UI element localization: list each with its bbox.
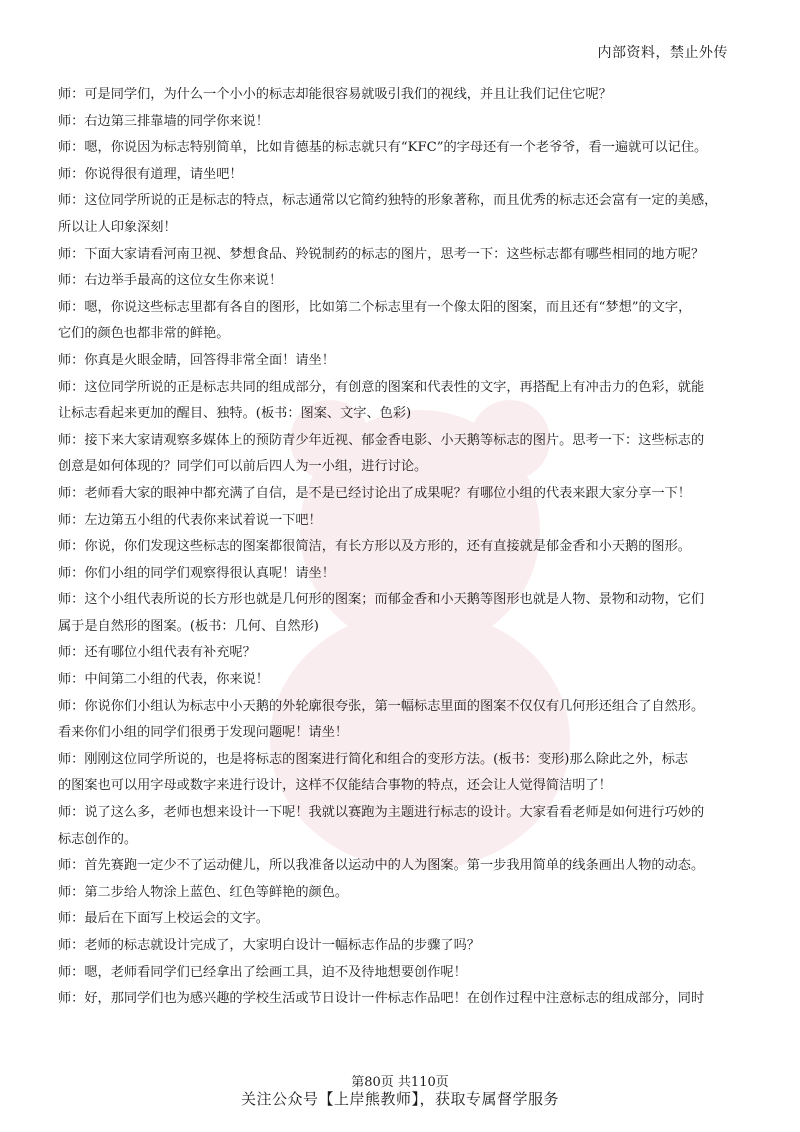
transcript-line: 师：第二步给人物涂上蓝色、红色等鲜艳的颜色。 xyxy=(58,884,349,900)
transcript-line: 属于是自然形的图案。(板书：几何、自然形) xyxy=(58,618,319,634)
transcript-line: 标志创作的。 xyxy=(58,831,138,847)
header-note: 内部资料，禁止外传 xyxy=(597,45,728,61)
transcript-line: 师：嗯，你说因为标志特别简单，比如肯德基的标志就只有“KFC”的字母还有一个老爷爷，看一遍就可以记住。 xyxy=(58,140,708,156)
transcript-line: 师：你说你们小组认为标志中小天鹅的外轮廓很夸张，第一幅标志里面的图案不仅仅有几何形还组合了自然形。 xyxy=(58,698,705,714)
transcript-line: 让标志看起来更加的醒目、独特。(板书：图案、文字、色彩) xyxy=(58,406,412,422)
transcript-line: 师：老师的标志就设计完成了，大家明白设计一幅标志作品的步骤了吗？ xyxy=(58,938,480,953)
transcript-line: 师：说了这么多，老师也想来设计一下呢！我就以赛跑为主题进行标志的设计。大家看看老师是如何进行巧妙的 xyxy=(58,805,705,821)
transcript-line: 师：刚刚这位同学所说的，也是将标志的图案进行简化和组合的变形方法。(板书：变形)那么除此之外，标志 xyxy=(58,751,689,767)
transcript-line: 师：首先赛跑一定少不了运动健儿，所以我准备以运动中的人为图案。第一步我用简单的线条画出人物的动态。 xyxy=(58,858,705,874)
transcript-line: 创意是如何体现的？同学们可以前后四人为一小组，进行讨论。 xyxy=(58,459,428,475)
transcript-line: 看来你们小组的同学们很勇于发现问题呢！请坐！ xyxy=(58,725,349,741)
transcript-line: 师：你说得很有道理，请坐吧！ xyxy=(58,166,243,182)
transcript-line: 师：下面大家请看河南卫视、梦想食品、羚锐制药的标志的图片，思考一下：这些标志都有哪些相同的地方呢？ xyxy=(58,246,705,262)
transcript-line: 师：中间第二小组的代表，你来说！ xyxy=(58,672,269,688)
transcript-line: 师：这个小组代表所说的长方形也就是几何形的图案；而郁金香和小天鹅等图形也就是人物、景物和动物，它们 xyxy=(58,592,705,608)
transcript-line: 师：嗯，老师看同学们已经拿出了绘画工具，迫不及待地想要创作呢！ xyxy=(58,964,467,980)
transcript-line: 师：老师看大家的眼神中都充满了自信，是不是已经讨论出了成果呢？有哪位小组的代表来跟大家分享一下！ xyxy=(58,485,691,501)
transcript-line: 师：你真是火眼金睛，回答得非常全面！请坐！ xyxy=(58,352,335,368)
page-number: 第80页 共110页 xyxy=(351,1075,449,1090)
transcript-line: 师：右边举手最高的这位女生你来说！ xyxy=(58,273,283,289)
transcript-line: 师：嗯，你说这些标志里都有各自的图形，比如第二个标志里有一个像太阳的图案，而且还有“梦想”的文字， xyxy=(58,299,692,315)
footer-promo-text: 关注公众号【上岸熊教师】，获取专属督学服务 xyxy=(240,1090,559,1108)
transcript-line: 师：这位同学所说的正是标志共同的组成部分，有创意的图案和代表性的文字，再搭配上有冲击力的色彩，就能 xyxy=(58,379,705,395)
transcript-line: 所以让人印象深刻！ xyxy=(58,219,177,235)
transcript-line: 师：还有哪位小组代表有补充呢？ xyxy=(58,645,256,661)
transcript-line: 的图案也可以用字母或数字来进行设计，这样不仅能结合事物的特点，还会让人觉得简洁明了！ xyxy=(58,778,612,794)
transcript-line: 师：好，那同学们也为感兴趣的学校生活或节日设计一件标志作品吧！在创作过程中注意标志的组成部分，同时 xyxy=(58,991,705,1007)
transcript-line: 师：这位同学所说的正是标志的特点，标志通常以它简约独特的形象著称，而且优秀的标志还会富有一定的美感， xyxy=(58,193,718,209)
lesson-transcript xyxy=(58,82,748,1013)
transcript-line: 师：最后在下面写上校运会的文字。 xyxy=(58,911,269,927)
transcript-line: 师：接下来大家请观察多媒体上的预防青少年近视、郁金香电影、小天鹅等标志的图片。思考一下：这些标志的 xyxy=(58,432,705,448)
transcript-line: 师：右边第三排靠墙的同学你来说！ xyxy=(58,113,269,129)
transcript-line: 师：你说，你们发现这些标志的图案都很简洁，有长方形以及方形的，还有直接就是郁金香和小天鹅的图形。 xyxy=(58,539,691,555)
transcript-line: 师：可是同学们，为什么一个小小的标志却能很容易就吸引我们的视线，并且让我们记住它呢？ xyxy=(58,87,612,102)
transcript-line: 师：你们小组的同学们观察得很认真呢！请坐！ xyxy=(58,565,335,581)
transcript-line: 它们的颜色也都非常的鲜艳。 xyxy=(58,326,230,342)
transcript-line: 师：左边第五小组的代表你来试着说一下吧！ xyxy=(58,512,322,528)
